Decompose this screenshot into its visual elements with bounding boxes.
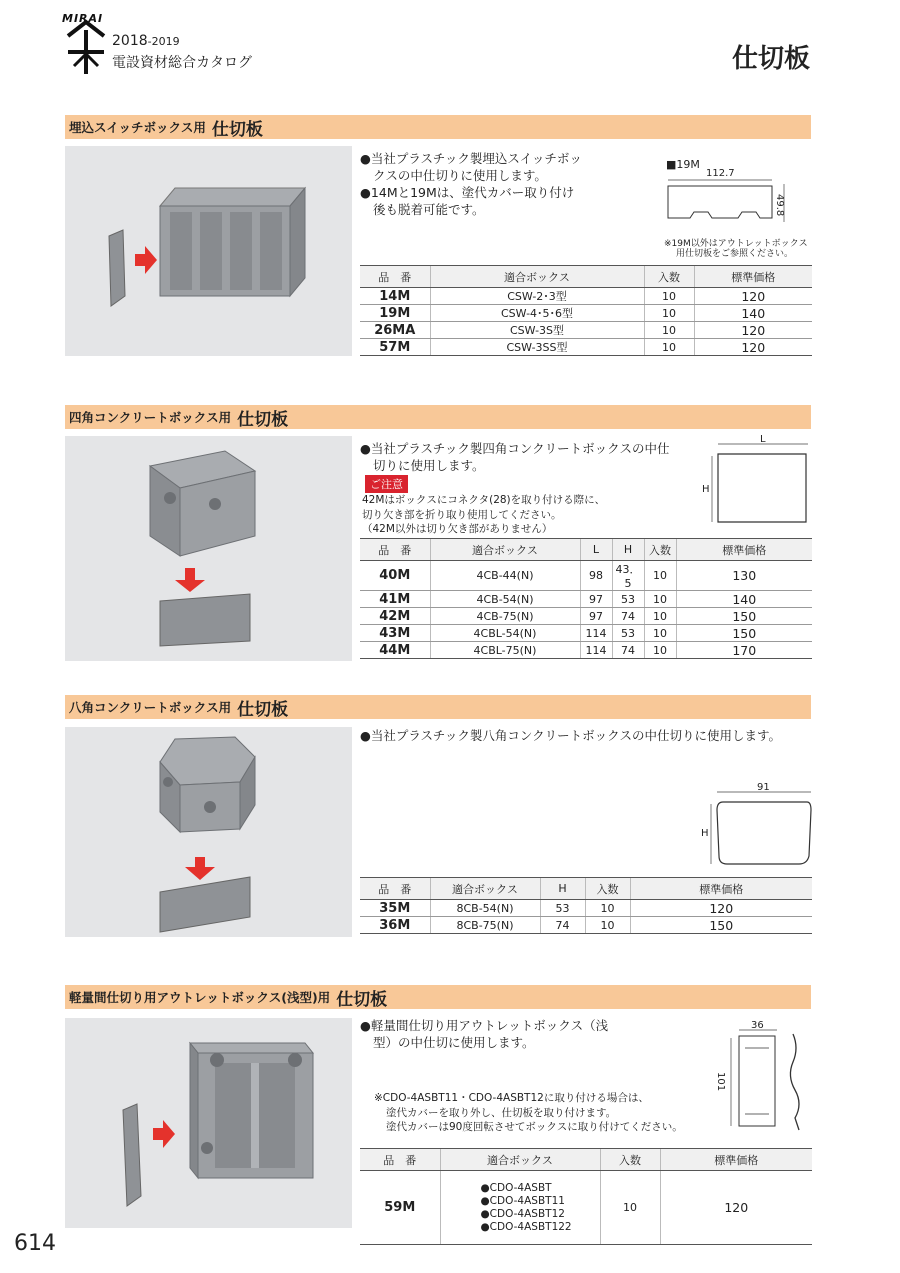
quantity: 10	[644, 339, 694, 356]
bullet-item: ●軽量間仕切り用アウトレットボックス（浅型）の中仕切に使用します。	[360, 1018, 609, 1050]
compatible-box: 4CB-54(N)	[430, 591, 580, 608]
compatible-box: 8CB-75(N)	[430, 917, 540, 934]
height: 74	[612, 608, 644, 625]
column-header: 入数	[644, 266, 694, 288]
table-row	[360, 608, 812, 625]
compatible-box: CSW-3SS型	[430, 339, 644, 356]
table-row	[360, 625, 812, 642]
product-code: 59M	[360, 1171, 440, 1245]
price: 120	[694, 288, 812, 305]
table-header-row	[360, 878, 812, 900]
width-label: L	[760, 434, 766, 445]
bullets-octagon-concrete-box	[360, 727, 810, 744]
diagram-note: ※19M以外はアウトレットボックス	[664, 239, 808, 249]
bullets-outlet-box	[360, 1017, 610, 1051]
column-header: 適合ボックス	[430, 878, 540, 900]
compatible-box: CSW-2･3型	[430, 288, 644, 305]
product-photo-square-concrete-box	[65, 436, 352, 661]
price: 150	[676, 625, 812, 642]
brand-name: MIRAI	[62, 12, 104, 25]
column-header: 品 番	[360, 1149, 440, 1171]
compatible-box: 4CBL-75(N)	[430, 642, 580, 659]
height: 53	[540, 900, 585, 917]
spec-table-square-concrete-box	[360, 538, 812, 659]
bullet-item: ●当社プラスチック製八角コンクリートボックスの中仕切りに使用します。	[360, 728, 782, 743]
catalog-year: 2018-2019	[112, 33, 180, 49]
column-header: 適合ボックス	[440, 1149, 600, 1171]
table-row	[360, 591, 812, 608]
catalog-title: 電設資材総合カタログ	[112, 55, 252, 71]
quantity: 10	[644, 288, 694, 305]
quantity: 10	[644, 322, 694, 339]
spec-table-octagon-concrete-box	[360, 877, 812, 934]
spec-table-outlet-box	[360, 1148, 812, 1245]
bullet-item: ●14Mと19Mは、塗代カバー取り付け後も脱着可能です。	[360, 185, 575, 217]
quantity: 10	[585, 900, 630, 917]
quantity: 10	[644, 625, 676, 642]
bullet-item: ●当社プラスチック製埋込スイッチボックスの中仕切りに使用します。	[360, 151, 582, 183]
product-code: 57M	[360, 339, 430, 356]
column-header: 標準価格	[630, 878, 812, 900]
height-label: 101	[715, 1072, 726, 1092]
length: 114	[580, 625, 612, 642]
caution-badge: ご注意	[365, 475, 408, 493]
price: 120	[694, 339, 812, 356]
column-header: 標準価格	[660, 1149, 812, 1171]
product-code: 42M	[360, 608, 430, 625]
table-row	[360, 561, 812, 591]
section-band-switch-box: 埋込スイッチボックス用 仕切板	[65, 115, 811, 139]
width-label: 36	[751, 1020, 764, 1031]
height-label: H	[702, 484, 710, 495]
quantity: 10	[644, 305, 694, 322]
compatible-box: 4CB-44(N)	[430, 561, 580, 591]
quantity: 10	[644, 642, 676, 659]
product-code: 41M	[360, 591, 430, 608]
table-row	[360, 1171, 812, 1245]
column-header: 標準価格	[694, 266, 812, 288]
column-header: 品 番	[360, 266, 430, 288]
compatible-box: 4CBL-54(N)	[430, 625, 580, 642]
price: 120	[694, 322, 812, 339]
compatible-box: CSW-3S型	[430, 322, 644, 339]
price: 120	[630, 900, 812, 917]
price: 140	[694, 305, 812, 322]
page-header	[0, 0, 900, 90]
price: 170	[676, 642, 812, 659]
height: 74	[612, 642, 644, 659]
table-row	[360, 305, 812, 322]
quantity: 10	[585, 917, 630, 934]
section-band-square-concrete-box: 四角コンクリートボックス用 仕切板	[65, 405, 811, 429]
bullets-square-concrete-box	[360, 440, 670, 474]
product-code: 43M	[360, 625, 430, 642]
column-header: L	[580, 539, 612, 561]
column-header: 入数	[644, 539, 676, 561]
page-title: 仕切板	[731, 44, 810, 74]
section-band-outlet-box: 軽量間仕切り用アウトレットボックス(浅型)用 仕切板	[65, 985, 811, 1009]
product-code: 40M	[360, 561, 430, 591]
height: 43．5	[612, 561, 644, 591]
column-header: 品 番	[360, 539, 430, 561]
caution-text: 42Mはボックスにコネクタ(28)を取り付ける際に、 切り欠き部を折り取り使用してください。 （42M以外は切り欠き部がありません）	[362, 494, 606, 535]
height-label: 49.8	[774, 194, 785, 217]
product-photo-octagon-concrete-box	[65, 727, 352, 937]
price: 130	[676, 561, 812, 591]
product-photo-switch-box	[65, 146, 352, 356]
column-header: 入数	[600, 1149, 660, 1171]
price: 120	[660, 1171, 812, 1245]
column-header: 標準価格	[676, 539, 812, 561]
table-row	[360, 917, 812, 934]
diagram-octagon-partition	[695, 780, 815, 870]
table-row	[360, 288, 812, 305]
height: 53	[612, 625, 644, 642]
column-header: H	[612, 539, 644, 561]
price: 140	[676, 591, 812, 608]
quantity: 10	[644, 608, 676, 625]
column-header: H	[540, 878, 585, 900]
price: 150	[630, 917, 812, 934]
compatible-box-list: ●CDO-4ASBT ●CDO-4ASBT11 ●CDO-4ASBT12 ●CDO-4ASBT122	[440, 1171, 600, 1245]
table-row	[360, 322, 812, 339]
length: 98	[580, 561, 612, 591]
bullets-switch-box	[360, 150, 585, 218]
spec-table-switch-box	[360, 265, 812, 356]
diagram-19m	[662, 158, 812, 258]
page-number: 614	[14, 1231, 56, 1256]
table-header-row	[360, 539, 812, 561]
column-header: 品 番	[360, 878, 430, 900]
compatible-box: CSW-4･5･6型	[430, 305, 644, 322]
column-header: 適合ボックス	[430, 539, 580, 561]
length: 97	[580, 608, 612, 625]
product-code: 19M	[360, 305, 430, 322]
diagram-label: ■19M	[666, 158, 700, 171]
product-code: 36M	[360, 917, 430, 934]
quantity: 10	[644, 561, 676, 591]
product-photo-outlet-box	[65, 1018, 352, 1228]
product-code: 44M	[360, 642, 430, 659]
width-label: 91	[757, 782, 770, 793]
product-code: 26MA	[360, 322, 430, 339]
quantity: 10	[644, 591, 676, 608]
section-band-octagon-concrete-box: 八角コンクリートボックス用 仕切板	[65, 695, 811, 719]
table-row	[360, 642, 812, 659]
product-code: 35M	[360, 900, 430, 917]
price: 150	[676, 608, 812, 625]
bullet-item: ●当社プラスチック製四角コンクリートボックスの中仕切りに使用します。	[360, 441, 670, 473]
width-label: 112.7	[706, 168, 735, 179]
column-header: 入数	[585, 878, 630, 900]
quantity: 10	[600, 1171, 660, 1245]
attachment-note: ※CDO-4ASBT11・CDO-4ASBT12に取り付ける場合は、 塗代カバーを取り外し、仕切板を取り付けます。 塗代カバーは90度回転させてボックスに取り付けてください。	[374, 1092, 683, 1133]
table-header-row	[360, 1149, 812, 1171]
height-label: H	[701, 828, 709, 839]
product-code: 14M	[360, 288, 430, 305]
diagram-square-partition	[690, 432, 815, 532]
length: 97	[580, 591, 612, 608]
height: 53	[612, 591, 644, 608]
column-header: 適合ボックス	[430, 266, 644, 288]
table-row	[360, 900, 812, 917]
height: 74	[540, 917, 585, 934]
diagram-note: 用仕切板をご参照ください。	[676, 249, 794, 259]
compatible-box: 4CB-75(N)	[430, 608, 580, 625]
length: 114	[580, 642, 612, 659]
diagram-outlet-partition	[715, 1018, 815, 1133]
table-header-row	[360, 266, 812, 288]
table-row	[360, 339, 812, 356]
compatible-box: 8CB-54(N)	[430, 900, 540, 917]
